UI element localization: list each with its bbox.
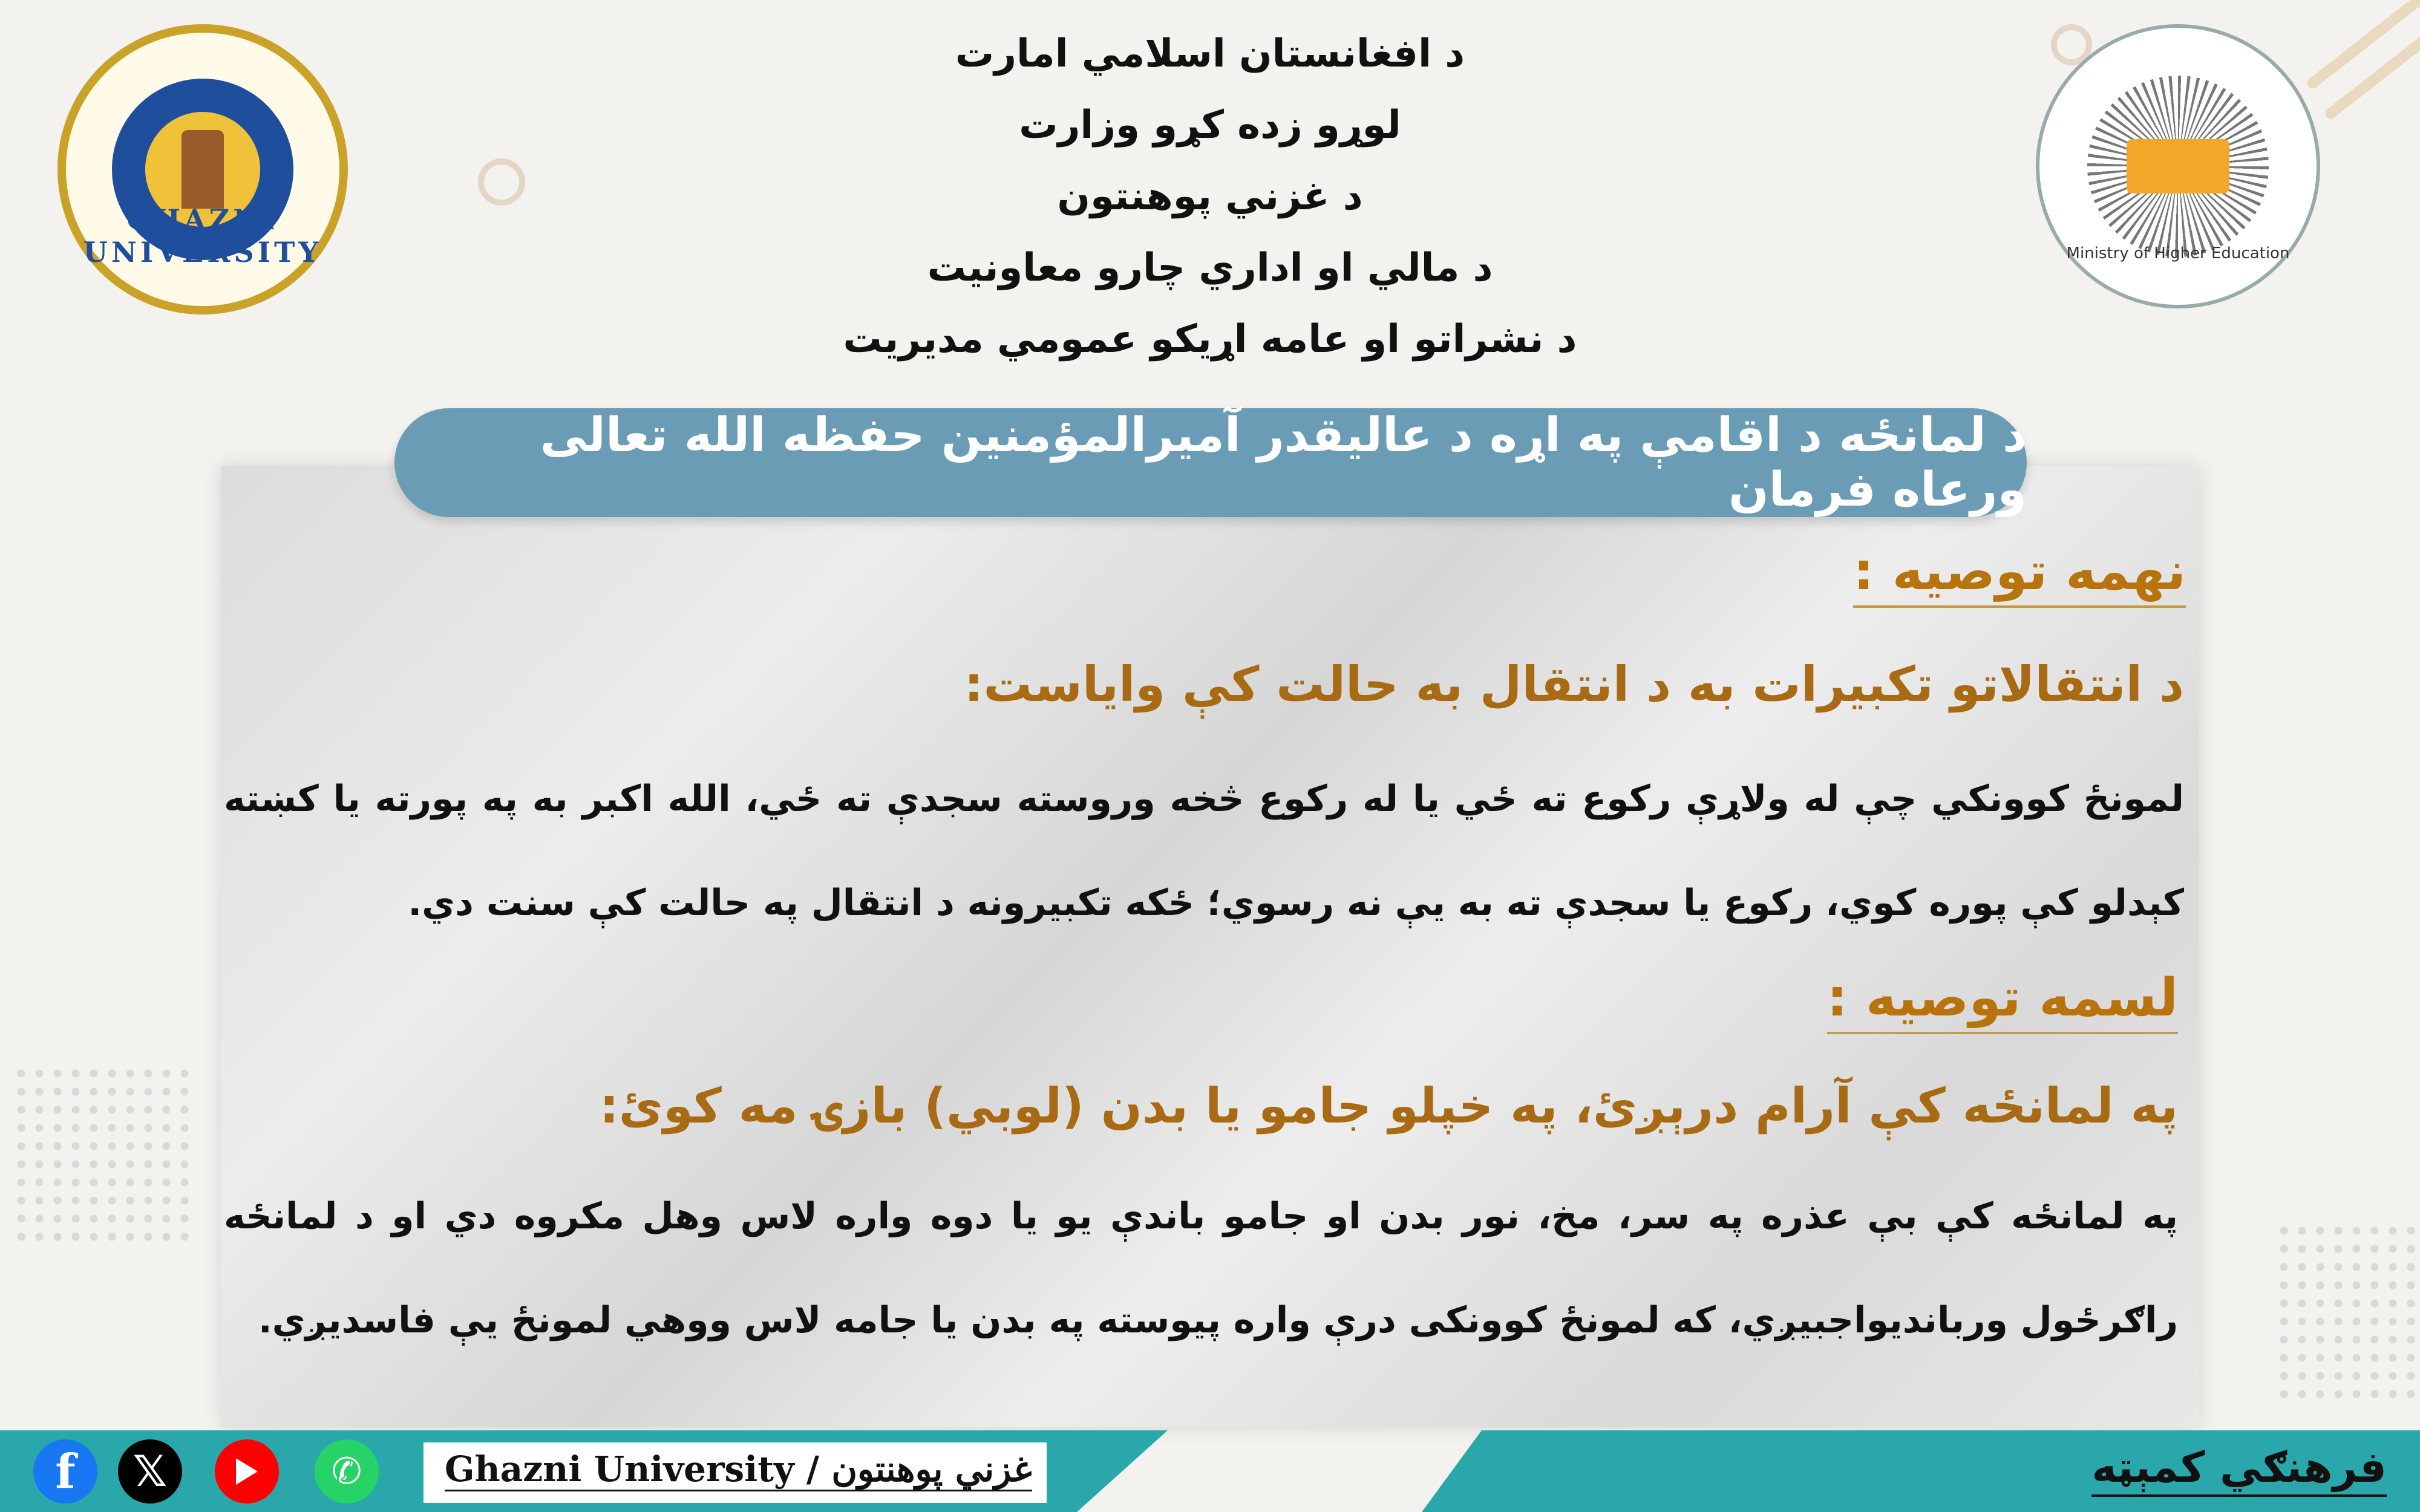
section2-heading: په لمانځه کې آرام درېږئ، په خپلو جامو يا بدن (لوبي) بازۍ مه کوئ: [599, 1078, 2178, 1134]
youtube-icon[interactable] [215, 1439, 279, 1504]
section2-label: لسمه توصيه : [1827, 968, 2178, 1034]
header-line-1: د افغانستان اسلامي امارت [955, 31, 1465, 76]
header [817, 18, 1603, 375]
ghazni-university-logo [57, 24, 348, 314]
section2-body: په لمانځه کې بې عذره په سر، مخ، نور بدن او جامو باندې يو يا دوه واره لاس وهل مکروه دي او د لمانځه راګرځول وربانديواجبيږي، که لمونځ کوونکی درې واره پيوسته په بدن يا جامه لاس ووهي لمونځ يې فاسديږي. [224, 1195, 2178, 1341]
decorative-ring [478, 158, 525, 206]
header-line-4: د مالي او اداري چارو معاونيت [927, 246, 1493, 290]
committee-tag: فرهنګي کمېټه [2091, 1442, 2387, 1497]
section1-heading: د انتقالاتو تکبيرات به د انتقال به حالت کې واياست: [964, 656, 2184, 712]
dot-pattern-left [12, 1064, 194, 1246]
section1-label: نهمه توصيه : [1853, 541, 2186, 608]
dot-pattern-right [2275, 1222, 2420, 1403]
x-twitter-icon[interactable]: 𝕏 [118, 1439, 182, 1504]
section1-body: لمونځ کوونکي چې له ولاړې رکوع ته ځي يا له رکوع څخه وروسته سجدې ته ځي، الله اکبر به په پورته يا کښته کېدلو کې پوره کوي، رکوع يا سجدې ته به يې نه رسوي؛ ځکه تکبيرونه د انتقال په حالت کې سنت دي. [224, 778, 2184, 924]
title-bar [394, 408, 2027, 517]
facebook-icon[interactable]: f [33, 1439, 97, 1504]
header-line-5: د نشراتو او عامه اړيکو عمومي مديريت [843, 317, 1577, 362]
logo-left-text: GHAZNI UNIVERSITY [83, 203, 322, 269]
page-title: د لمانځه د اقامې په اړه د عاليقدر آميرالمؤمنين حفظه الله تعالى ورعاه فرمان [540, 408, 2027, 517]
footer [0, 1430, 2420, 1512]
logo-right-text: Ministry of Higher Education [2066, 244, 2290, 262]
footer-notch [1077, 1430, 1168, 1512]
header-line-2: لوړو زده کړو وزارت [1019, 103, 1401, 148]
decorative-stripe [2305, 0, 2420, 91]
whatsapp-icon[interactable]: ✆ [315, 1439, 379, 1504]
ministry-logo [2036, 24, 2320, 308]
header-line-3: د غزني پوهنتون [1057, 174, 1363, 219]
brand-label: Ghazni University / غزني پوهنتون [445, 1448, 1032, 1491]
